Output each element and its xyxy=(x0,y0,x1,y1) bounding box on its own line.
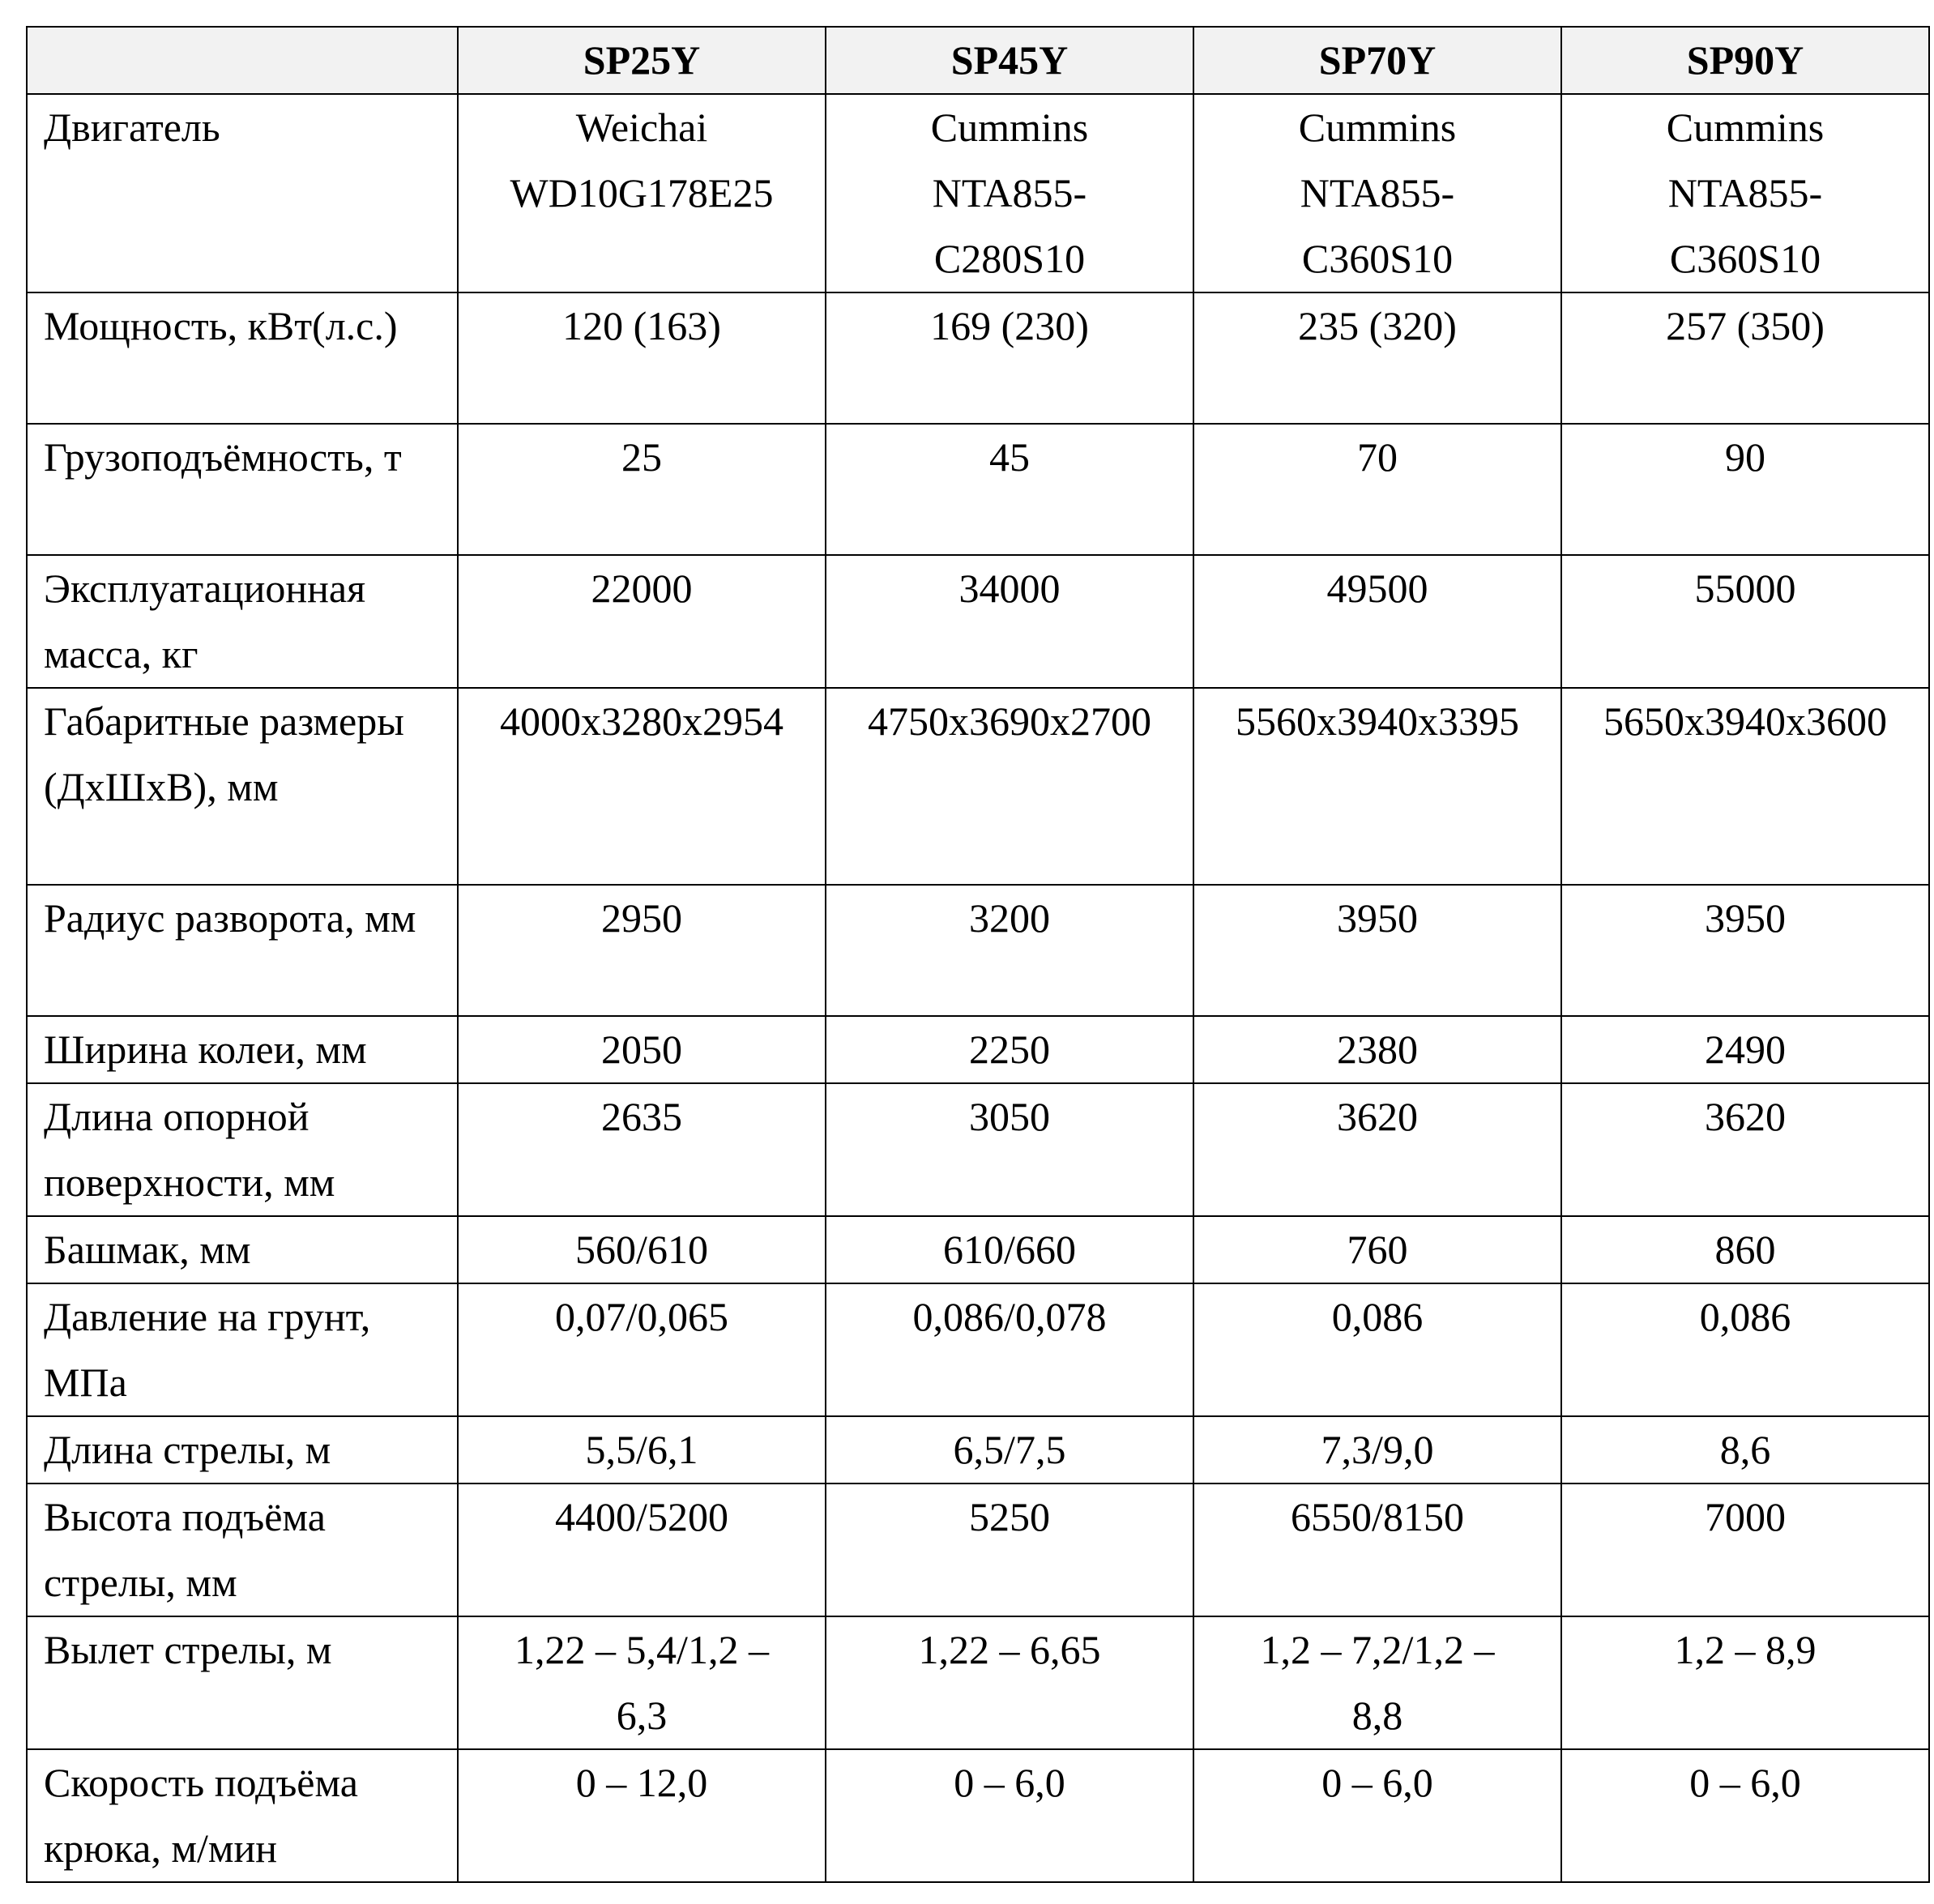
row-boom-reach xyxy=(27,1616,1929,1749)
row-turning-radius xyxy=(27,885,1929,1016)
table-cell: 169 (230) xyxy=(826,292,1193,424)
row-label: Вылет стрелы, м xyxy=(27,1616,458,1749)
row-track-gauge xyxy=(27,1016,1929,1083)
table-cell: Weichai WD10G178E25 xyxy=(458,94,826,292)
table-cell: 1,22 – 5,4/1,2 – 6,3 xyxy=(458,1616,826,1749)
row-label: Мощность, кВт(л.с.) xyxy=(27,292,458,424)
table-cell: 6,5/7,5 xyxy=(826,1416,1193,1483)
row-engine xyxy=(27,94,1929,292)
row-label: Давление на грунт, МПа xyxy=(27,1283,458,1416)
table-cell: 1,2 – 8,9 xyxy=(1561,1616,1929,1749)
table-cell: 45 xyxy=(826,424,1193,555)
header-corner-cell xyxy=(27,27,458,94)
row-track-length xyxy=(27,1083,1929,1216)
table-cell: 7,3/9,0 xyxy=(1193,1416,1561,1483)
table-cell: 0 – 6,0 xyxy=(1193,1749,1561,1882)
table-cell: 235 (320) xyxy=(1193,292,1561,424)
table-cell: 3950 xyxy=(1193,885,1561,1016)
table-cell: 4750x3690x2700 xyxy=(826,688,1193,885)
table-cell: 0 – 6,0 xyxy=(1561,1749,1929,1882)
table-cell: 7000 xyxy=(1561,1483,1929,1616)
table-cell: 120 (163) xyxy=(458,292,826,424)
table-cell: 860 xyxy=(1561,1216,1929,1283)
table-cell: 25 xyxy=(458,424,826,555)
row-label: Длина стрелы, м xyxy=(27,1416,458,1483)
specifications-table xyxy=(26,26,1930,1883)
row-label: Скорость подъёма крюка, м/мин xyxy=(27,1749,458,1882)
row-label: Габаритные размеры (ДхШхВ), мм xyxy=(27,688,458,885)
table-cell: 0,086/0,078 xyxy=(826,1283,1193,1416)
table-cell: 6550/8150 xyxy=(1193,1483,1561,1616)
row-label: Длина опорной поверхности, мм xyxy=(27,1083,458,1216)
table-cell: 0,086 xyxy=(1193,1283,1561,1416)
row-label: Башмак, мм xyxy=(27,1216,458,1283)
row-power xyxy=(27,292,1929,424)
table-cell: 70 xyxy=(1193,424,1561,555)
table-cell: 55000 xyxy=(1561,555,1929,688)
table-cell: 5250 xyxy=(826,1483,1193,1616)
row-label: Грузоподъёмность, т xyxy=(27,424,458,555)
table-cell: 4000x3280x2954 xyxy=(458,688,826,885)
table-cell: 5,5/6,1 xyxy=(458,1416,826,1483)
table-cell: 90 xyxy=(1561,424,1929,555)
row-label: Ширина колеи, мм xyxy=(27,1016,458,1083)
table-cell: 760 xyxy=(1193,1216,1561,1283)
table-cell: 34000 xyxy=(826,555,1193,688)
table-cell: 1,22 – 6,65 xyxy=(826,1616,1193,1749)
header-row xyxy=(27,27,1929,94)
row-boom-length xyxy=(27,1416,1929,1483)
header-model-sp90y: SP90Y xyxy=(1561,27,1929,94)
table-cell: 257 (350) xyxy=(1561,292,1929,424)
table-cell: Cummins NTA855- C280S10 xyxy=(826,94,1193,292)
row-dimensions xyxy=(27,688,1929,885)
table-cell: 2050 xyxy=(458,1016,826,1083)
table-cell: 0,086 xyxy=(1561,1283,1929,1416)
table-cell: 0 – 6,0 xyxy=(826,1749,1193,1882)
table-cell: 3620 xyxy=(1561,1083,1929,1216)
row-label: Двигатель xyxy=(27,94,458,292)
row-label: Эксплуатационная масса, кг xyxy=(27,555,458,688)
row-label: Радиус разворота, мм xyxy=(27,885,458,1016)
table-cell: 1,2 – 7,2/1,2 – 8,8 xyxy=(1193,1616,1561,1749)
table-cell: 560/610 xyxy=(458,1216,826,1283)
table-cell: 22000 xyxy=(458,555,826,688)
table-cell: 4400/5200 xyxy=(458,1483,826,1616)
row-shoe xyxy=(27,1216,1929,1283)
table-cell: 5560x3940x3395 xyxy=(1193,688,1561,885)
row-boom-lift-height xyxy=(27,1483,1929,1616)
header-model-sp70y: SP70Y xyxy=(1193,27,1561,94)
table-cell: 49500 xyxy=(1193,555,1561,688)
table-cell: Cummins NTA855- C360S10 xyxy=(1193,94,1561,292)
table-cell: 3950 xyxy=(1561,885,1929,1016)
table-cell: 2490 xyxy=(1561,1016,1929,1083)
table-cell: 0 – 12,0 xyxy=(458,1749,826,1882)
row-hook-lift-speed xyxy=(27,1749,1929,1882)
row-operating-weight xyxy=(27,555,1929,688)
table-cell: 5650x3940x3600 xyxy=(1561,688,1929,885)
table-cell: 8,6 xyxy=(1561,1416,1929,1483)
table-cell: Cummins NTA855- C360S10 xyxy=(1561,94,1929,292)
header-model-sp45y: SP45Y xyxy=(826,27,1193,94)
table-cell: 3200 xyxy=(826,885,1193,1016)
table-cell: 2635 xyxy=(458,1083,826,1216)
row-label: Высота подъёма стрелы, мм xyxy=(27,1483,458,1616)
table-cell: 2950 xyxy=(458,885,826,1016)
table-cell: 0,07/0,065 xyxy=(458,1283,826,1416)
table-cell: 3620 xyxy=(1193,1083,1561,1216)
table-cell: 3050 xyxy=(826,1083,1193,1216)
row-ground-pressure xyxy=(27,1283,1929,1416)
table-cell: 2380 xyxy=(1193,1016,1561,1083)
table-cell: 610/660 xyxy=(826,1216,1193,1283)
table-cell: 2250 xyxy=(826,1016,1193,1083)
row-load-capacity xyxy=(27,424,1929,555)
header-model-sp25y: SP25Y xyxy=(458,27,826,94)
